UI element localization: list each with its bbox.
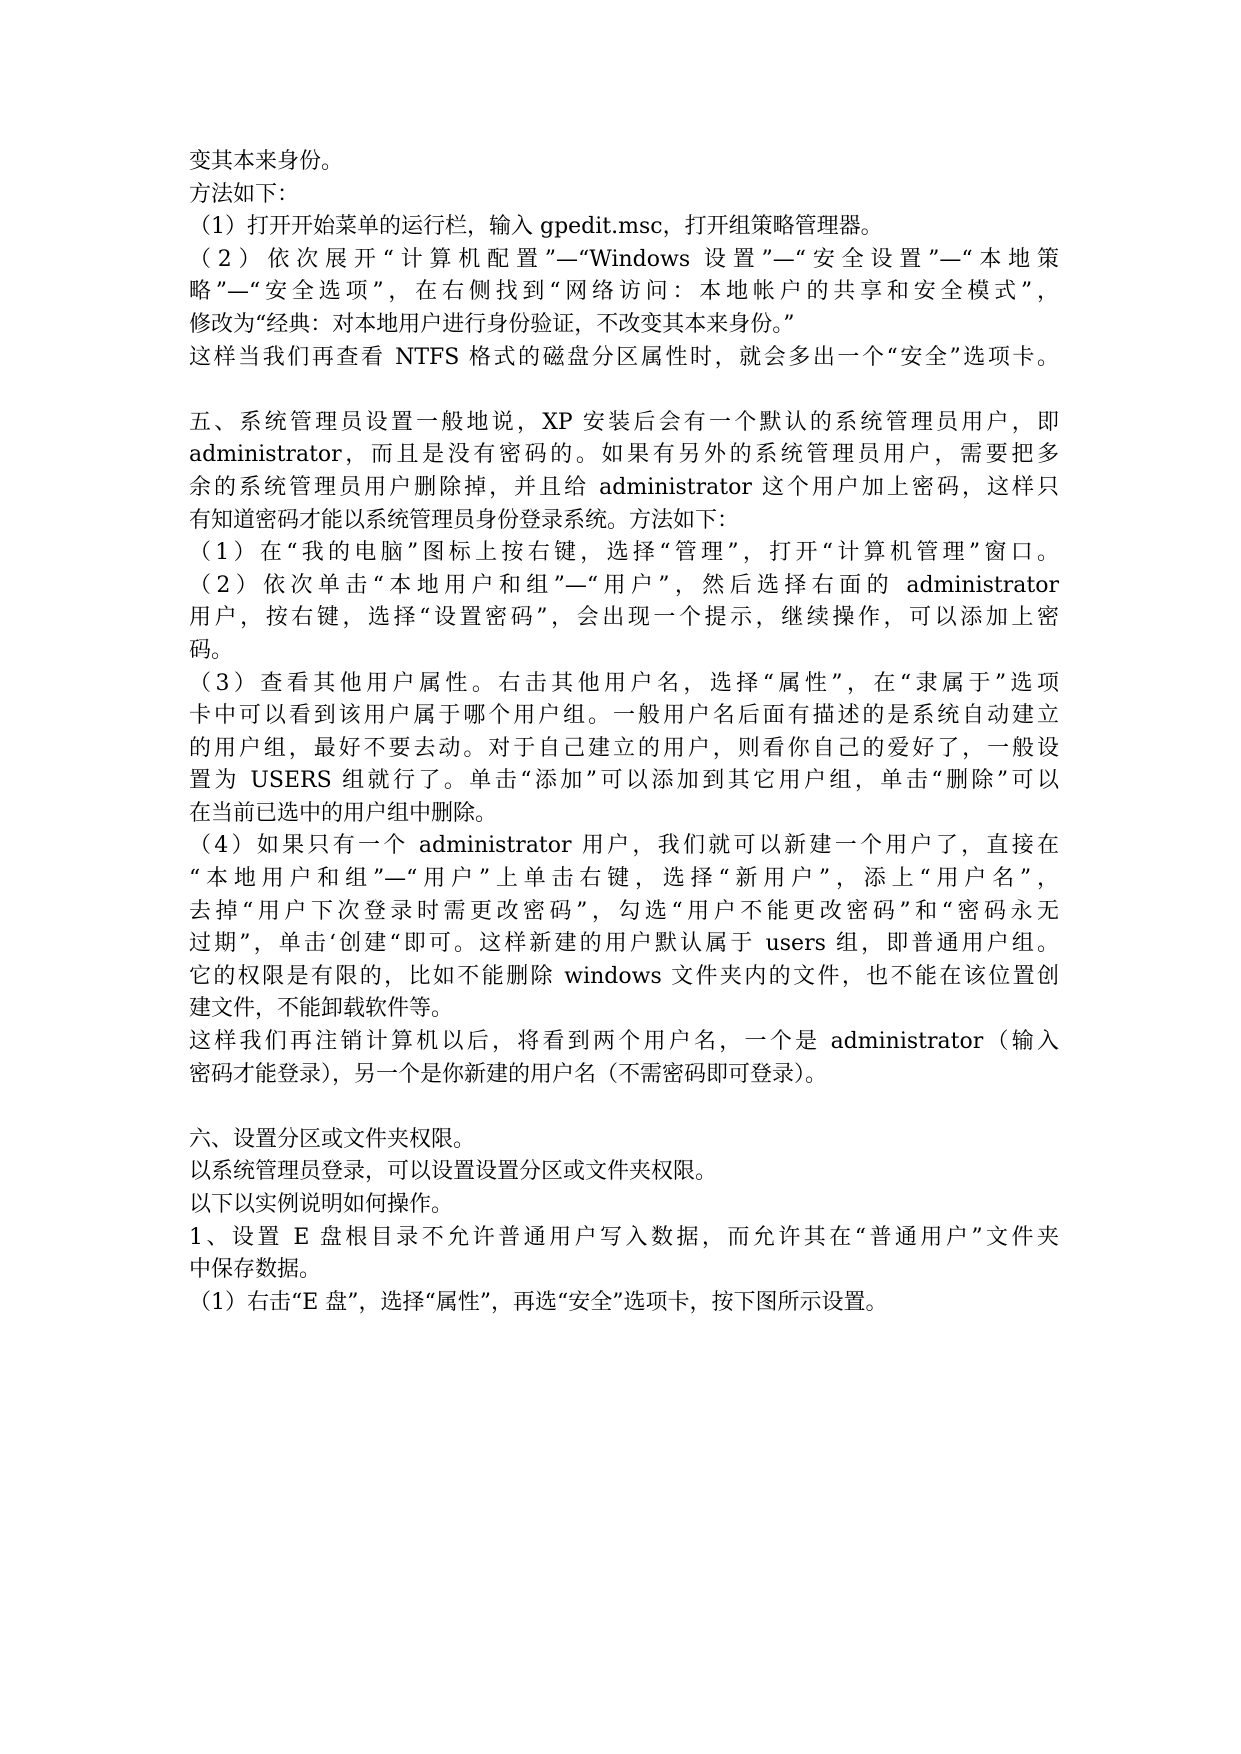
text-line: （2）依次单击“本地用户和组”—“用户”，然后选择右面的 administrator (189, 572, 1059, 598)
text-line: 有知道密码才能以系统管理员身份登录系统。方法如下： (189, 507, 740, 533)
text-line: 修改为“经典：对本地用户进行身份验证，不改变其本来身份。” (189, 311, 795, 337)
document-body (189, 146, 1059, 1319)
text-line: （4）如果只有一个 administrator 用户，我们就可以新建一个用户了，直接在 (189, 833, 1059, 859)
text-line: 这样当我们再查看 NTFS 格式的磁盘分区属性时，就会多出一个“安全”选项卡。 (189, 344, 1059, 370)
text-line: 的用户组，最好不要去动。对于自己建立的用户，则看你自己的爱好了，一般设 (189, 735, 1059, 761)
text-line: 略”—“安全选项”，在右侧找到“网络访问：本地帐户的共享和安全模式”， (189, 279, 1059, 305)
text-line: 卡中可以看到该用户属于哪个用户组。一般用户名后面有描述的是系统自动建立 (189, 703, 1059, 729)
text-line: （3）查看其他用户属性。右击其他用户名，选择“属性”，在“隶属于”选项 (189, 670, 1059, 696)
text-line: （1）在“我的电脑”图标上按右键，选择“管理”，打开“计算机管理”窗口。 (189, 540, 1059, 566)
text-line: 密码才能登录），另一个是你新建的用户名（不需密码即可登录）。 (189, 1061, 828, 1087)
text-line: 过期”，单击‘创建“即可。这样新建的用户默认属于 users 组，即普通用户组。 (189, 931, 1059, 957)
text-line: 变其本来身份。 (189, 149, 344, 174)
text-line: 中保存数据。 (189, 1257, 322, 1283)
text-line: 它的权限是有限的，比如不能删除 windows 文件夹内的文件，也不能在该位置创 (189, 963, 1059, 989)
text-line: 码。 (189, 637, 234, 663)
text-line: 方法如下： (189, 181, 300, 207)
section-heading-line: 六、设置分区或文件夹权限。 (189, 1126, 476, 1152)
text-line: 在当前已选中的用户组中删除。 (189, 800, 498, 826)
text-line: 置为 USERS 组就行了。单击“添加”可以添加到其它用户组，单击“删除”可以 (189, 768, 1059, 794)
paragraph-gap (189, 374, 1059, 407)
paragraph-gap (189, 1091, 1059, 1124)
text-line: 余的系统管理员用户删除掉，并且给 administrator 这个用户加上密码，这样只 (189, 474, 1059, 500)
text-line: administrator，而且是没有密码的。如果有另外的系统管理员用户，需要把多 (189, 442, 1059, 468)
text-line: （2）依次展开“计算机配置”—“Windows 设置”—“安全设置”—“本地策 (189, 246, 1059, 272)
text-line: 这样我们再注销计算机以后，将看到两个用户名，一个是 administrator（输入 (189, 1029, 1059, 1055)
text-line: “本地用户和组”—“用户”上单击右键，选择“新用户”，添上“用户名”， (189, 866, 1059, 892)
text-line: 用户，按右键，选择“设置密码”，会出现一个提示，继续操作，可以添加上密 (189, 605, 1059, 631)
text-line: （1）右击“E 盘”，选择“属性”，再选“安全”选项卡，按下图所示设置。 (189, 1289, 888, 1315)
text-line: 1、设置 E 盘根目录不允许普通用户写入数据，而允许其在“普通用户”文件夹 (189, 1224, 1059, 1250)
text-line: 去掉“用户下次登录时需更改密码”，勾选“用户不能更改密码”和“密码永无 (189, 898, 1059, 924)
text-line: （1）打开开始菜单的运行栏，输入 gpedit.msc，打开组策略管理器。 (189, 214, 883, 240)
text-line: 建文件，不能卸载软件等。 (189, 996, 454, 1022)
section-heading-line: 五、系统管理员设置一般地说，XP 安装后会有一个默认的系统管理员用户，即 (189, 409, 1059, 435)
text-line: 以下以实例说明如何操作。 (189, 1192, 454, 1217)
text-line: 以系统管理员登录，可以设置设置分区或文件夹权限。 (189, 1159, 718, 1185)
